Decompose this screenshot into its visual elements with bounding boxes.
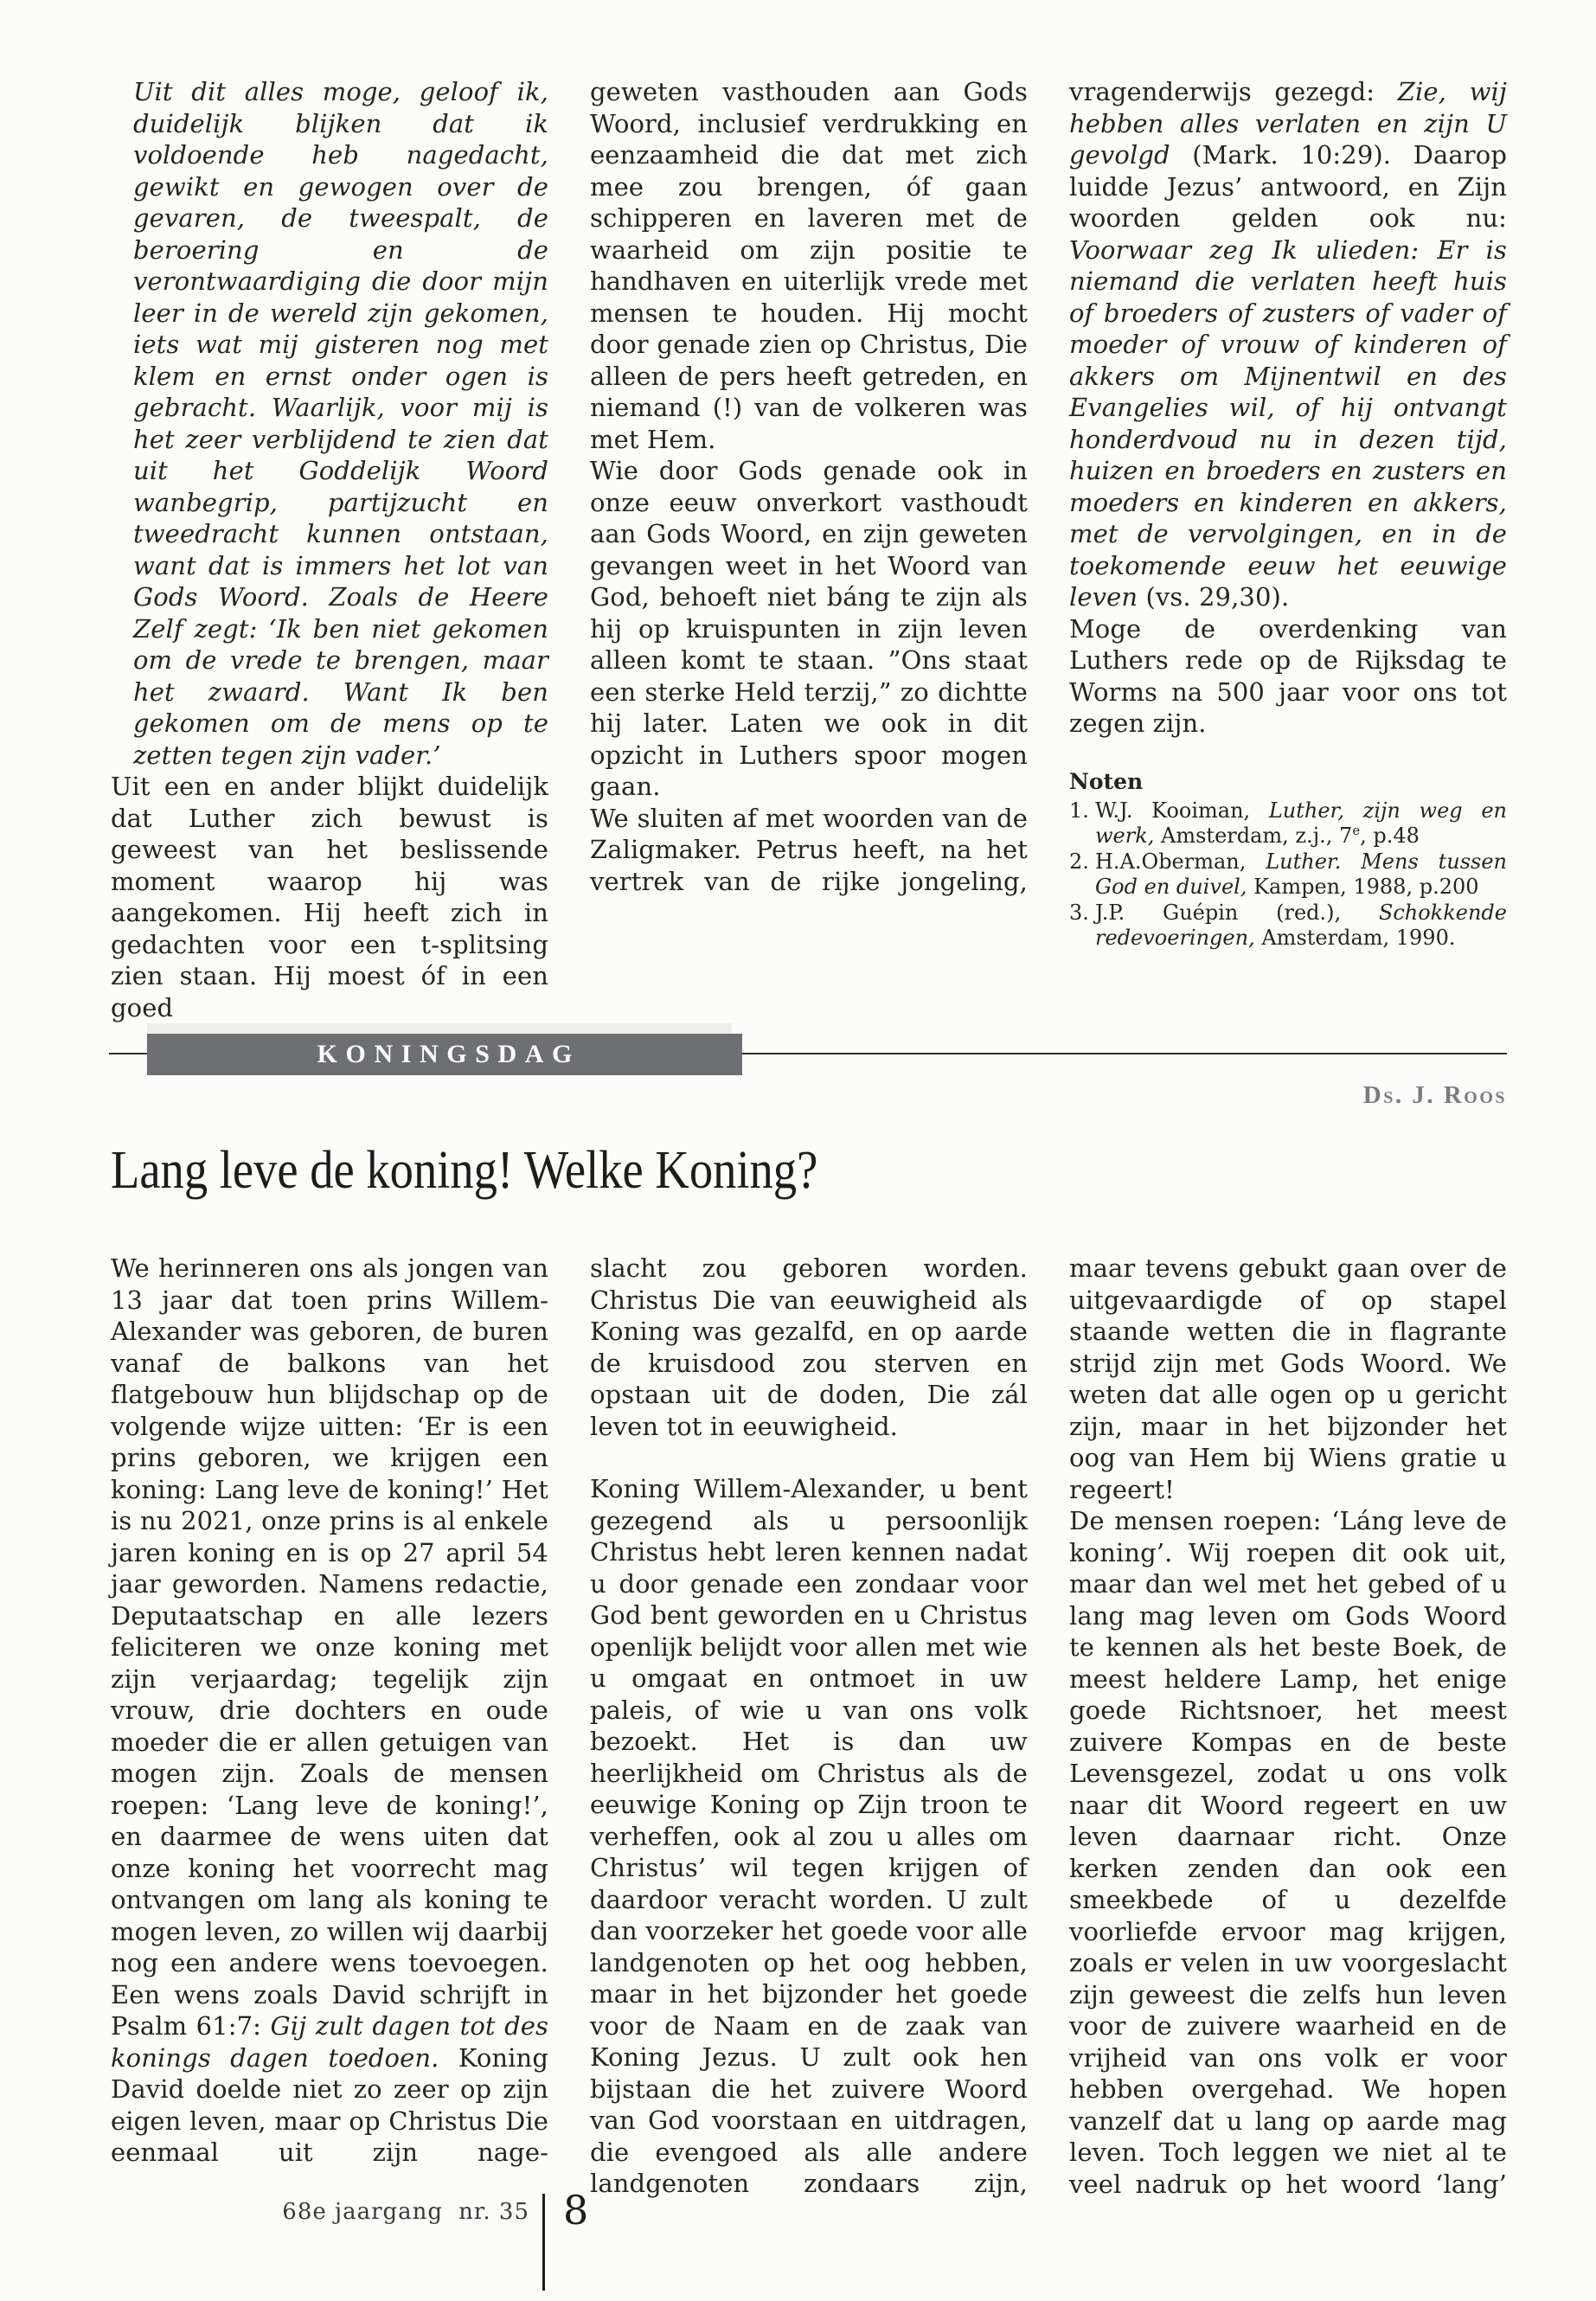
footnotes-list bbox=[1069, 798, 1507, 952]
footer-divider-rule bbox=[542, 2194, 545, 2291]
footnotes bbox=[1069, 769, 1507, 952]
article-title: Lang leve de koning! Welke Koning? bbox=[111, 1141, 818, 1200]
footnote-number: 1. bbox=[1069, 798, 1089, 823]
footnote-text: W.J. Kooiman, Luther, zijn weg en werk, Amsterdam, z.j., 7e, p.48 bbox=[1095, 798, 1507, 848]
footnote-number: 3. bbox=[1069, 900, 1089, 925]
paragraph: Wie door Gods genade ook in onze eeuw onverkort vasthoudt aan Gods Woord, en zijn geweten gevangen weet in het Woord van God, behoeft niet báng te zijn als hij op kruispunten in zijn leven alleen komt te staan. ”Ons staat een sterke Held terzij,” zo dichtte hij later. Laten we ook in dit opzicht in Luthers spoor mogen gaan. bbox=[590, 456, 1028, 801]
paragraph: Uit dit alles moge, geloof ik, duidelijk blijken dat ik voldoende heb nagedacht, gewikt en gewogen over de gevaren, de tweespalt, de beroering en de verontwaardiging die door mijn leer in de wereld zijn gekomen, iets wat mij gisteren nog met klem en ernst onder ogen is gebracht. Waarlijk, voor mij is het zeer verblijdend te zien dat uit het Goddelijk Woord wanbegrip, partijzucht en tweedracht kunnen ontstaan, want dat is immers het lot van Gods Woord. Zoals de Heere Zelf zegt: ‘Ik ben niet gekomen om de vrede te brengen, maar het zwaard. Want Ik ben gekomen om de mens op te zetten tegen zijn vader.’ bbox=[133, 77, 548, 770]
paragraph: Uit een en ander blijkt duidelijk dat Luther zich bewust is geweest van het beslissende moment waarop hij was aangekomen. Hij heeft zich in gedachten voor een t-splitsing zien staan. Hij moest óf in een goed bbox=[111, 772, 548, 1022]
main-article-column-2 bbox=[590, 1253, 1028, 2200]
footnote-text: H.A.Oberman, Luther. Mens tussen God en duivel, Kampen, 1988, p.200 bbox=[1095, 849, 1507, 899]
paragraph: Koning Willem-Alexander, u bent gezegend als u persoonlijk Christus hebt leren kennen nadat u door genade een zondaar voor God bent geworden en u Christus openlijk belijdt voor allen met wie u omgaat en ontmoet in uw paleis, of wie u van ons volk bezoekt. Het is dan uw heerlijkheid om Christus als de eeuwige Koning op Zijn troon te verheffen, ook al zou u alles om Christus’ wil tegen krijgen of daardoor veracht worden. U zult dan voorzeker het goede voor alle landgenoten op het oog hebben, maar in het bijzonder het goede voor de Naam en de zaak van Koning Jezus. U zult ook hen bijstaan die het zuivere Woord van God voorstaan en uitdragen, die evengoed als alle andere landgenoten zondaars zijn, bbox=[590, 1474, 1028, 2198]
paragraph: vragenderwijs gezegd: Zie, wij hebben alles verlaten en zijn U gevolgd (Mark. 10:29). Daarop luidde Jezus’ antwoord, en Zijn woorden gelden ook nu: Voorwaar zeg Ik ulieden: Er is niemand die verlaten heeft huis of broeders of zusters of vader of moeder of vrouw of kinderen of akkers om Mijnentwil en des Evangelies wil, of hij ontvangt honderdvoud nu in dezen tijd, huizen en broeders en zusters en moeders en kinderen en akkers, met de vervolgingen, en in de toekomende eeuw het eeuwige leven (vs. 29,30). bbox=[1069, 77, 1508, 612]
author-byline: Ds. J. Roos bbox=[1362, 1081, 1507, 1109]
footnote-text: J.P. Guépin (red.), Schokkende redevoeringen, Amsterdam, 1990. bbox=[1095, 900, 1507, 950]
section-header-bar bbox=[147, 1034, 742, 1075]
paragraph: Moge de overdenking van Luthers rede op de Rijksdag te Worms na 500 jaar voor ons tot zegen zijn. bbox=[1069, 613, 1507, 738]
paragraph: maar tevens gebukt gaan over de uitgevaardigde of op stapel staande wetten die in flagrante strijd zijn met Gods Woord. We weten dat alle ogen op u gericht zijn, maar in het bijzonder het oog van Hem bij Wiens gratie u regeert! bbox=[1069, 1253, 1507, 1504]
footnote-item bbox=[1069, 901, 1507, 952]
main-article-column-3 bbox=[1069, 1253, 1507, 2200]
footer-issue: nr. 35 bbox=[458, 2199, 529, 2225]
top-article-column-2 bbox=[590, 76, 1028, 1023]
section-label: KONINGSDAG bbox=[317, 1040, 580, 1068]
top-article-column-3 bbox=[1069, 76, 1507, 1023]
page-number: 8 bbox=[563, 2187, 589, 2234]
footnotes-title: Noten bbox=[1069, 768, 1144, 794]
paragraph: geweten vasthouden aan Gods Woord, inclusief verdrukking en eenzaamheid die dat met zich mee zou brengen, óf gaan schipperen en laveren met de waarheid om zijn positie te handhaven en uiterlijk vrede met mensen te houden. Hij mocht door genade zien op Christus, Die alleen de pers heeft getreden, en niemand (!) van de volkeren was met Hem. bbox=[590, 77, 1028, 454]
paragraph: We herinneren ons als jongen van 13 jaar dat toen prins Willem-Alexander was geboren, de buren vanaf de balkons van het flatgebouw hun blijdschap op de volgende wijze uitten: ‘Er is een prins geboren, we krijgen een koning: Lang leve de koning!’ Het is nu 2021, onze prins is al enkele jaren koning en is op 27 april 54 jaar geworden. Namens redactie, Deputaatschap en alle lezers feliciteren we onze koning met zijn verjaardag; tegelijk zijn vrouw, drie dochters en oude moeder die er allen getuigen van mogen zijn. Zoals de mensen roepen: ‘Lang leve de koning!’, en daarmee de wens uiten dat onze koning het voorrecht mag ontvangen om lang als koning te mogen leven, zo willen wij daarbij nog een andere wens toevoegen. Een wens zoals David schrijft in Psalm 61:7: Gij zult dagen tot des konings dagen toedoen. Koning David doelde niet zo zeer op zijn eigen leven, maar op Christus Die eenmaal uit zijn nage- bbox=[111, 1253, 548, 2167]
footnote-item bbox=[1069, 849, 1507, 901]
footnote-item bbox=[1069, 798, 1507, 849]
footnote-number: 2. bbox=[1069, 849, 1089, 874]
footer-volume: 68e jaargang bbox=[282, 2199, 444, 2225]
main-article-column-1 bbox=[111, 1253, 548, 2200]
main-article bbox=[111, 1253, 1507, 2200]
paragraph: slacht zou geboren worden. Christus Die van eeuwigheid als Koning was gezalfd, en op aarde de kruisdood zou sterven en opstaan uit de doden, Die zál leven tot in eeuwigheid. bbox=[590, 1253, 1028, 1441]
section-divider-shadow bbox=[147, 1023, 732, 1034]
paragraph: We sluiten af met woorden van de Zaligmaker. Petrus heeft, na het vertrek van de rijke jongeling, bbox=[590, 803, 1028, 896]
footer-edition bbox=[0, 2199, 529, 2225]
top-article-column-3-text bbox=[1069, 76, 1507, 740]
top-article-column-1 bbox=[111, 76, 548, 1023]
paragraph: De mensen roepen: ‘Láng leve de koning’. Wij roepen dit ook uit, maar dan wel met het gebed of u lang mag leven om Gods Woord te kennen als het beste Boek, de meest heldere Lamp, het enige goede Richtsnoer, het meest zuivere Kompas en de beste Levensgezel, zodat u ons volk naar dit Woord regeert en uw leven daarnaar richt. Onze kerken zenden dan ook een smeekbede of u dezelfde voorliefde ervoor mag krijgen, zoals er velen in uw voorgeslacht zijn geweest die zelfs hun leven voor de zuivere waarheid en de vrijheid van ons volk er voor hebben overgehad. We hopen vanzelf dat u lang op aarde mag leven. Toch leggen we niet al te veel nadruk op het woord ‘lang’ bbox=[1069, 1506, 1507, 2199]
top-article bbox=[111, 76, 1507, 1023]
